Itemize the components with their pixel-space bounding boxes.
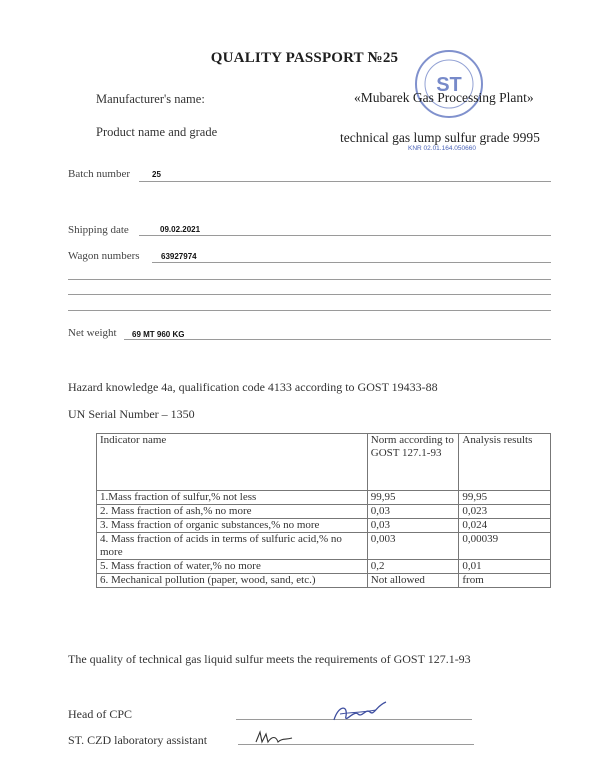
round-stamp [408,48,490,120]
wagon-value: 63927974 [161,252,197,261]
row-result: 0,024 [459,519,551,533]
net-weight-line [124,339,551,340]
head-signature-icon [330,700,390,728]
wagon-line-4 [68,310,551,311]
table-row [97,519,551,533]
row-indicator: 3. Mass fraction of organic substances,% no more [97,519,368,533]
row-result: 0,01 [459,560,551,574]
row-indicator: 6. Mechanical pollution (paper, wood, sand, etc.) [97,574,368,588]
row-norm: 0,03 [367,505,459,519]
wagon-line [152,262,551,263]
shipping-label: Shipping date [68,224,129,236]
batch-value: 25 [152,170,161,179]
row-norm: 99,95 [367,491,459,505]
row-result: 99,95 [459,491,551,505]
row-result: 0,023 [459,505,551,519]
row-result: 0,00039 [459,533,551,560]
row-norm: Not allowed [367,574,459,588]
row-norm: 0,003 [367,533,459,560]
wagon-line-3 [68,294,551,295]
shipping-value: 09.02.2021 [160,225,201,234]
batch-label: Batch number [68,168,131,180]
assistant-signature-icon [254,728,294,748]
header-indicator: Indicator name [97,434,368,491]
wagon-line-2 [68,279,551,280]
net-weight-value: 69 MT 960 KG [132,330,185,339]
row-norm: 0,03 [367,519,459,533]
row-indicator: 2. Mass fraction of ash,% no more [97,505,368,519]
row-indicator: 4. Mass fraction of acids in terms of sulfuric acid,% no more [97,533,368,560]
header-norm: Norm according to GOST 127.1-93 [367,434,459,491]
row-norm: 0,2 [367,560,459,574]
table-row [97,560,551,574]
indicators-table [96,433,551,588]
manufacturer-label: Manufacturer's name: [96,92,205,106]
header-result: Analysis results [459,434,551,491]
document-title: QUALITY PASSPORT №25 [210,50,399,66]
head-label: Head of CPC [68,707,132,721]
row-indicator: 5. Mass fraction of water,% no more [97,560,368,574]
shipping-line [139,235,551,236]
svg-text:ST: ST [436,74,462,96]
conclusion-text: The quality of technical gas liquid sulfur meets the requirements of GOST 127.1-93 [68,652,471,666]
batch-line [139,181,551,182]
table-row [97,533,551,560]
manufacturer-value: «Mubarek Gas Processing Plant» [354,90,534,105]
wagon-label: Wagon numbers [68,250,140,262]
assistant-label: ST. CZD laboratory assistant [68,733,208,747]
un-serial-text: UN Serial Number – 1350 [68,407,195,421]
hazard-text: Hazard knowledge 4a, qualification code 4133 according to GOST 19433-88 [68,380,438,394]
table-row [97,505,551,519]
table-header-row [97,434,551,491]
product-label: Product name and grade [96,125,218,139]
product-value: technical gas lump sulfur grade 9995 [340,130,540,145]
table-row [97,491,551,505]
stamp-registration: KNR 02.01.164.050660 [408,145,476,152]
net-weight-label: Net weight [68,327,117,339]
row-indicator: 1.Mass fraction of sulfur,% not less [97,491,368,505]
row-result: from [459,574,551,588]
table-row [97,574,551,588]
